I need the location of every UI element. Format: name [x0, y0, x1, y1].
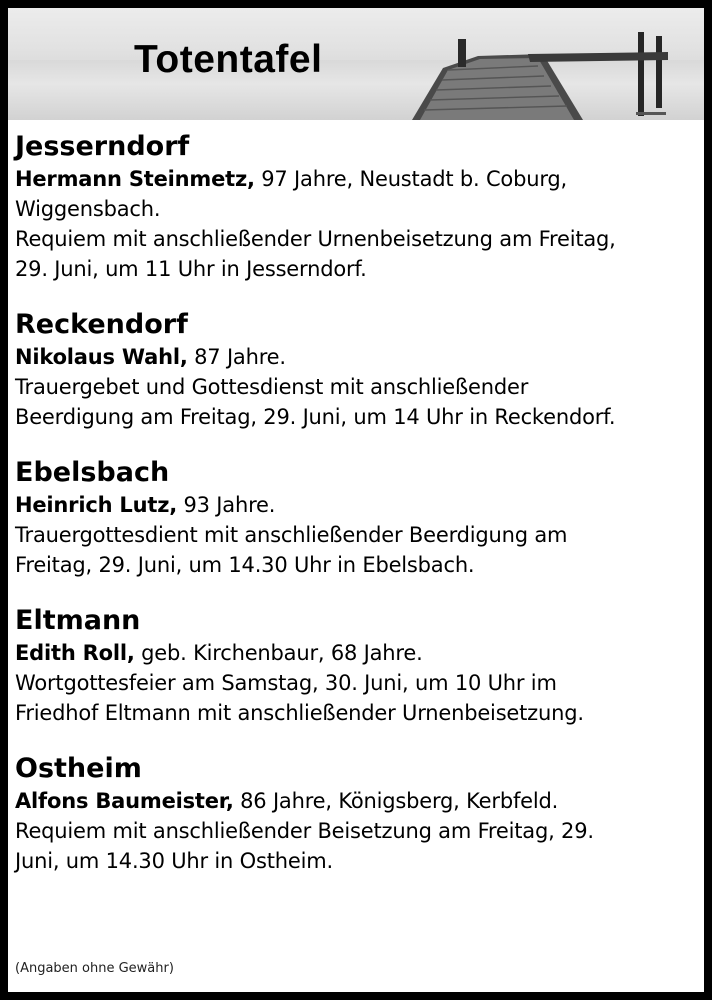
entry-line: Wortgottesfeier am Samstag, 30. Juni, um 10 Uhr im [15, 671, 557, 695]
entry-text [15, 164, 699, 194]
obituary-entry [15, 130, 699, 284]
entry-name: Hermann Steinmetz, [15, 167, 255, 191]
entry-text [15, 786, 699, 816]
entry-line: Freitag, 29. Juni, um 14.30 Uhr in Ebelsbach. [15, 553, 475, 577]
obituary-entry [15, 604, 699, 728]
entry-text [15, 342, 699, 372]
entry-details: 86 Jahre, Königsberg, Kerbfeld. [240, 789, 559, 813]
entry-name: Edith Roll, [15, 641, 135, 665]
entry-details: 87 Jahre. [194, 345, 286, 369]
obituary-entry [15, 752, 699, 876]
page-title: Totentafel [134, 38, 323, 81]
entry-line: Friedhof Eltmann mit anschließender Urnenbeisetzung. [15, 701, 584, 725]
obituary-entry [15, 308, 699, 432]
entry-details: geb. Kirchenbaur, 68 Jahre. [141, 641, 423, 665]
entry-details: 97 Jahre, Neustadt b. Coburg, [261, 167, 567, 191]
entry-line: Wiggensbach. [15, 197, 161, 221]
entry-text [15, 490, 699, 520]
entry-name: Nikolaus Wahl, [15, 345, 188, 369]
obituary-entry [15, 456, 699, 580]
entry-name: Alfons Baumeister, [15, 789, 234, 813]
entry-place: Reckendorf [15, 309, 188, 340]
entry-line: Beerdigung am Freitag, 29. Juni, um 14 Uhr in Reckendorf. [15, 405, 616, 429]
pier-image [8, 8, 704, 120]
obituary-page [8, 8, 704, 992]
entry-place: Ebelsbach [15, 457, 170, 488]
entry-line: Requiem mit anschließender Beisetzung am Freitag, 29. [15, 819, 594, 843]
disclaimer: (Angaben ohne Gewähr) [15, 961, 174, 976]
entry-line: Requiem mit anschließender Urnenbeisetzung am Freitag, [15, 227, 616, 251]
entry-line: Juni, um 14.30 Uhr in Ostheim. [15, 849, 333, 873]
entry-line: Trauergebet und Gottesdienst mit anschließender [15, 375, 529, 399]
entry-place: Ostheim [15, 753, 142, 784]
header-banner [8, 8, 704, 120]
entry-place: Eltmann [15, 605, 141, 636]
entry-details: 93 Jahre. [183, 493, 276, 517]
entry-line: Trauergottesdient mit anschließender Beerdigung am [15, 523, 568, 547]
entry-name: Heinrich Lutz, [15, 493, 178, 517]
entry-text [15, 638, 699, 668]
obituary-list [15, 130, 699, 900]
entry-place: Jesserndorf [15, 131, 190, 162]
entry-line: 29. Juni, um 11 Uhr in Jesserndorf. [15, 257, 367, 281]
